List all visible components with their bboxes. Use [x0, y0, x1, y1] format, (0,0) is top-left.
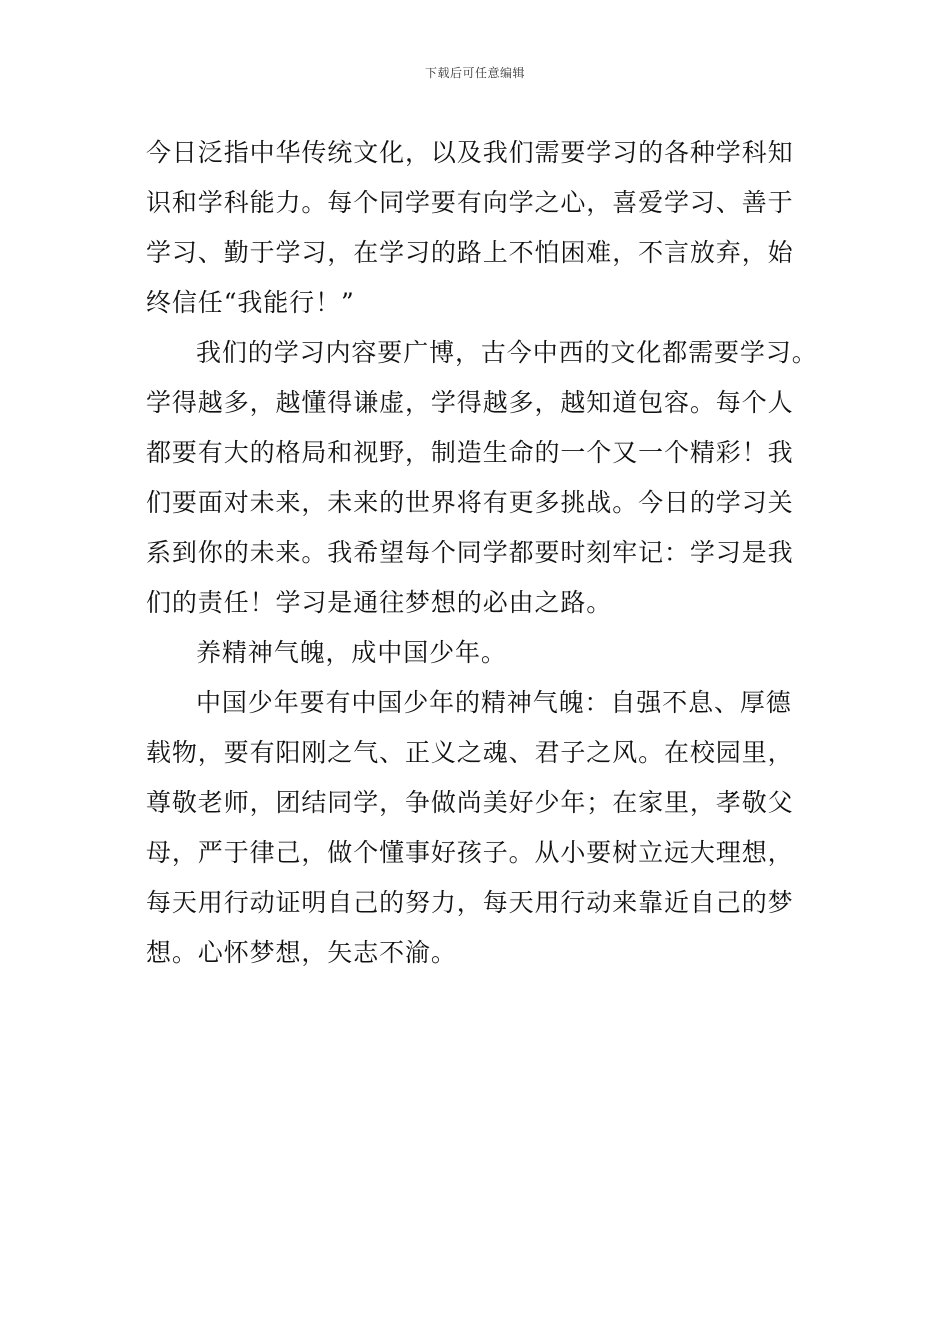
text-line: 母，严于律己，做个懂事好孩子。从小要树立远大理想， — [146, 838, 794, 867]
text-line: 尊敬老师，团结同学，争做尚美好少年；在家里，孝敬父 — [146, 788, 794, 817]
text-line: 系到你的未来。我希望每个同学都要时刻牢记：学习是我 — [146, 538, 794, 567]
section-heading-line: 养精神气魄，成中国少年。 — [196, 638, 507, 667]
text-line: 识和学科能力。每个同学要有向学之心，喜爱学习、善于 — [146, 188, 794, 217]
text-line: 学得越多，越懂得谦虚，学得越多，越知道包容。每个人 — [146, 388, 794, 417]
text-line: 学习、勤于学习，在学习的路上不怕困难，不言放弃，始 — [146, 238, 794, 267]
paragraph-start-line: 我们的学习内容要广博，古今中西的文化都需要学习。 — [196, 338, 818, 367]
text-line: 载物，要有阳刚之气、正义之魂、君子之风。在校园里， — [146, 738, 794, 767]
paragraph-start-line: 中国少年要有中国少年的精神气魄：自强不息、厚德 — [196, 688, 792, 717]
text-line: 想。心怀梦想，矢志不渝。 — [146, 938, 457, 967]
text-line: 们要面对未来，未来的世界将有更多挑战。今日的学习关 — [146, 488, 794, 517]
text-line: 都要有大的格局和视野，制造生命的一个又一个精彩！我 — [146, 438, 794, 467]
text-line: 们的责任！学习是通往梦想的必由之路。 — [146, 588, 613, 617]
page-header: 下载后可任意编辑 — [424, 66, 525, 80]
document-body — [146, 128, 818, 978]
text-line: 每天用行动证明自己的努力，每天用行动来靠近自己的梦 — [146, 888, 794, 917]
text-line: 今日泛指中华传统文化，以及我们需要学习的各种学科知 — [146, 138, 794, 167]
text-line: 终信任“我能行！” — [146, 288, 355, 317]
